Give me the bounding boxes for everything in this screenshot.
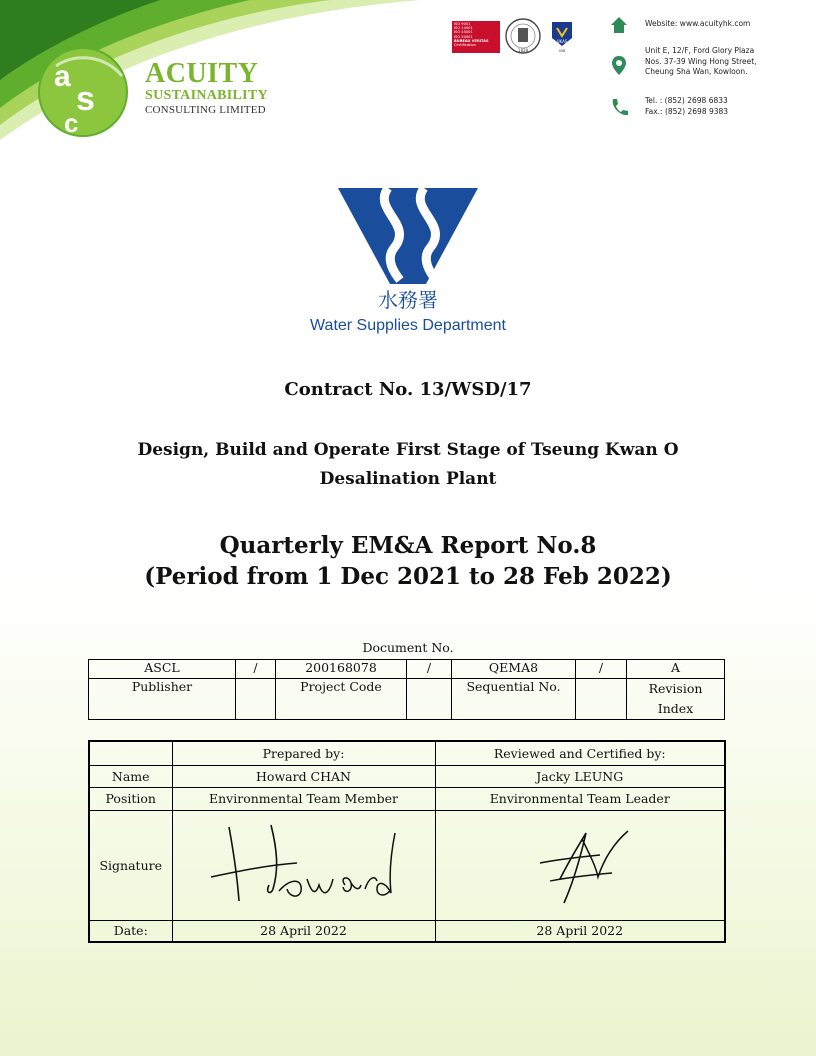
- separator: /: [407, 660, 452, 679]
- ukas-badge-icon: [550, 20, 574, 54]
- wsd-english-name: Water Supplies Department: [310, 317, 506, 334]
- location-pin-icon: [608, 54, 630, 76]
- company-name-line1: ACUITY: [145, 58, 259, 89]
- document-number-captions-row: [89, 679, 725, 720]
- document-number-values-row: [89, 660, 725, 679]
- ukas-number: 008: [558, 49, 566, 53]
- revision-index-caption: Revision Index: [627, 679, 725, 720]
- handwritten-signature-jacky-icon: [520, 819, 640, 909]
- signoff-header-row: [89, 741, 725, 765]
- handwritten-signature-howard-icon: [199, 819, 409, 909]
- signoff-table: [88, 740, 726, 943]
- project-title: Design, Build and Operate First Stage of Tseung Kwan O Desalination Plant: [137, 440, 679, 489]
- document-number-label: Document No.: [362, 640, 454, 655]
- date-label: Date:: [89, 920, 172, 942]
- contract-number: Contract No. 13/WSD/17: [284, 379, 532, 400]
- project-code-caption: Project Code: [276, 679, 407, 720]
- prepared-signature-cell: [172, 810, 435, 920]
- signature-label: Signature: [89, 810, 172, 920]
- svg-text:s: s: [76, 80, 95, 118]
- separator: /: [576, 660, 627, 679]
- reviewed-position: Environmental Team Leader: [435, 787, 725, 810]
- document-number-table: [88, 659, 725, 720]
- water-supplies-department-logo: [296, 184, 520, 340]
- seal-year: 1828: [517, 48, 529, 53]
- phone-icon: [608, 96, 630, 118]
- report-title: Quarterly EM&A Report No.8 (Period from 1 Dec 2021 to 28 Feb 2022): [144, 532, 672, 590]
- signoff-name-row: [89, 765, 725, 787]
- certification-badges: [452, 17, 576, 57]
- reviewed-by-header: Reviewed and Certified by:: [435, 741, 725, 765]
- sequential-no-caption: Sequential No.: [452, 679, 576, 720]
- signoff-position-row: [89, 787, 725, 810]
- wsd-chinese-name: 水務署: [378, 288, 438, 312]
- prepared-position: Environmental Team Member: [172, 787, 435, 810]
- reviewed-signature-cell: [435, 810, 725, 920]
- prepared-name: Howard CHAN: [172, 765, 435, 787]
- separator: /: [236, 660, 276, 679]
- position-label: Position: [89, 787, 172, 810]
- company-brand-name: [145, 60, 268, 117]
- home-icon: [608, 14, 630, 36]
- signoff-date-row: [89, 920, 725, 942]
- reviewed-name: Jacky LEUNG: [435, 765, 725, 787]
- prepared-by-header: Prepared by:: [172, 741, 435, 765]
- asc-logo-icon: [36, 46, 132, 138]
- wsd-emblem-icon: [296, 184, 520, 288]
- project-code-value: 200168078: [276, 660, 407, 679]
- signoff-signature-row: [89, 810, 725, 920]
- bureau-veritas-badge: ISO 9001 ISO 14001 ISO 45001 ISO 50001 BUREAU VERITAS Certification: [452, 21, 500, 53]
- reviewed-date: 28 April 2022: [435, 920, 725, 942]
- revision-index-value: A: [627, 660, 725, 679]
- svg-text:a: a: [54, 60, 71, 93]
- bureau-veritas-seal-icon: [504, 17, 542, 57]
- svg-text:c: c: [64, 108, 79, 138]
- name-label: Name: [89, 765, 172, 787]
- website-text: Website: www.acuityhk.com: [645, 19, 751, 28]
- company-name-line3: CONSULTING LIMITED: [145, 104, 266, 116]
- address-text: Unit E, 12/F, Ford Glory Plaza Nos. 37-39 Wing Hong Street, Cheung Sha Wan, Kowloon.: [645, 46, 757, 76]
- ukas-label: UKAS: [556, 39, 568, 44]
- company-name-line2: SUSTAINABILITY: [145, 88, 268, 103]
- phone-text: Tel. : (852) 2698 6833 Fax.: (852) 2698 9383: [645, 96, 729, 116]
- prepared-date: 28 April 2022: [172, 920, 435, 942]
- publisher-value: ASCL: [89, 660, 236, 679]
- sequential-no-value: QEMA8: [452, 660, 576, 679]
- publisher-caption: Publisher: [89, 679, 236, 720]
